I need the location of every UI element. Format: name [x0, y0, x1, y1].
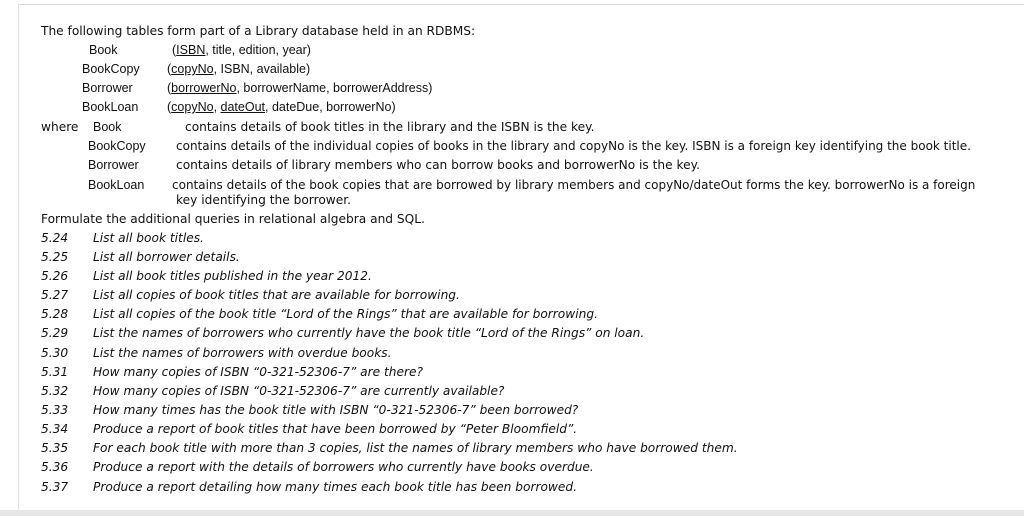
description-table-name: BookLoan [88, 178, 145, 192]
bottom-edge [0, 510, 1024, 516]
schema-table-name: BookCopy [82, 62, 140, 76]
schema-attributes: (copyNo, ISBN, available) [167, 62, 311, 76]
query-text: Produce a report detailing how many times each book title has been borrowed. [93, 480, 578, 494]
intro-text: The following tables form part of a Library database held in an RDBMS: [41, 24, 476, 38]
query-text: List all borrower details. [93, 250, 240, 264]
query-text: List all copies of the book title “Lord of the Rings” that are available for borrowing. [93, 307, 598, 321]
schema-rest: , title, edition, year) [205, 43, 311, 57]
query-text: How many copies of ISBN “0-321-52306-7” are currently available? [93, 384, 505, 398]
query-number: 5.27 [41, 288, 69, 302]
query-number: 5.34 [41, 422, 69, 436]
query-text: How many copies of ISBN “0-321-52306-7” are there? [93, 365, 423, 379]
description-table-name: Book [93, 120, 122, 134]
description-table-name: BookCopy [88, 139, 146, 153]
query-number: 5.26 [41, 269, 69, 283]
schema-rest: , borrowerName, borrowerAddress) [236, 81, 433, 95]
query-number: 5.29 [41, 326, 69, 340]
where-label: where [41, 120, 79, 134]
schema-rest: , dateDue, borrowerNo) [265, 100, 396, 114]
query-number: 5.36 [41, 460, 69, 474]
schema-attributes: (copyNo, dateOut, dateDue, borrowerNo) [167, 100, 396, 114]
query-number: 5.32 [41, 384, 69, 398]
schema-table-name: Borrower [82, 81, 133, 95]
query-text: List the names of borrowers with overdue books. [93, 346, 392, 360]
query-text: Produce a report of book titles that have been borrowed by “Peter Bloomfield”. [93, 422, 578, 436]
query-number: 5.24 [41, 231, 69, 245]
query-number: 5.35 [41, 441, 69, 455]
description-text: contains details of the book copies that are borrowed by library members and copyNo/dateOut forms the key. borrowerNo is a foreign [172, 178, 976, 192]
query-text: For each book title with more than 3 copies, list the names of library members who have borrowed them. [93, 441, 738, 455]
query-number: 5.31 [41, 365, 69, 379]
schema-key: copyNo [171, 62, 214, 76]
query-text: Produce a report with the details of borrowers who currently have books overdue. [93, 460, 594, 474]
schema-key: dateOut [220, 100, 265, 114]
query-number: 5.25 [41, 250, 69, 264]
query-number: 5.30 [41, 346, 69, 360]
description-text-continued: key identifying the borrower. [176, 193, 352, 207]
schema-key: copyNo [171, 100, 214, 114]
instruction-text: Formulate the additional queries in relational algebra and SQL. [41, 212, 425, 226]
schema-table-name: Book [89, 43, 118, 57]
query-text: List all book titles. [93, 231, 204, 245]
query-number: 5.28 [41, 307, 69, 321]
query-text: List all book titles published in the year 2012. [93, 269, 372, 283]
description-text: contains details of book titles in the library and the ISBN is the key. [185, 120, 595, 134]
description-text: contains details of the individual copies of books in the library and copyNo is the key. ISBN is a foreign key identifying the book title. [176, 139, 971, 153]
description-text: contains details of library members who can borrow books and borrowerNo is the key. [176, 158, 700, 172]
schema-attributes: (ISBN, title, edition, year) [172, 43, 311, 57]
query-number: 5.37 [41, 480, 69, 494]
query-text: List all copies of book titles that are available for borrowing. [93, 288, 460, 302]
schema-table-name: BookLoan [82, 100, 139, 114]
schema-rest: , ISBN, available) [213, 62, 311, 76]
description-table-name: Borrower [88, 158, 139, 172]
schema-key: borrowerNo [171, 81, 237, 95]
query-text: List the names of borrowers who currently have the book title “Lord of the Rings” on loan. [93, 326, 645, 340]
schema-key: ISBN [176, 43, 206, 57]
query-text: How many times has the book title with ISBN “0-321-52306-7” been borrowed? [93, 403, 579, 417]
query-number: 5.33 [41, 403, 69, 417]
schema-attributes: (borrowerNo, borrowerName, borrowerAddress) [167, 81, 433, 95]
